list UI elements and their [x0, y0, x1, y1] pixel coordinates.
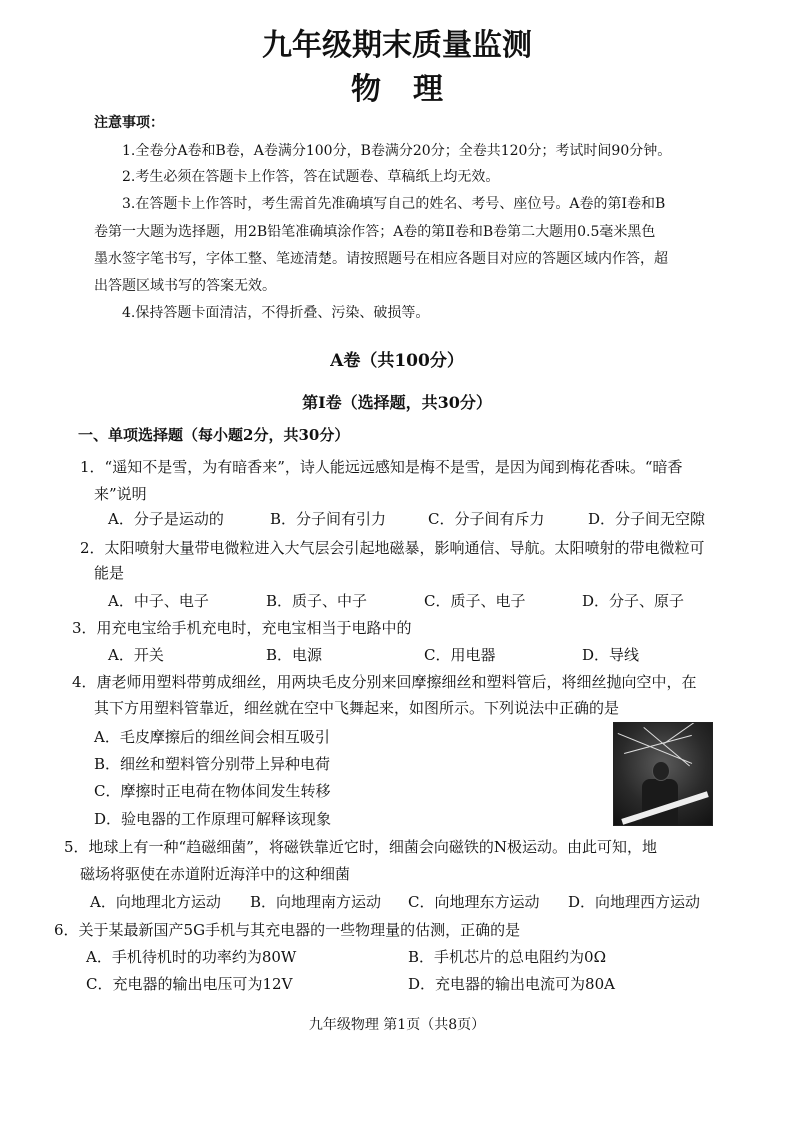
section-a-heading: A卷（共100分） [330, 351, 464, 371]
notes-heading: 注意事项： [94, 115, 164, 131]
notes-line: 3.在答题卡上作答时，考生需首先准确填写自己的姓名、考号、座位号。A卷的第Ⅰ卷和B [122, 196, 666, 212]
photo-figure-head [652, 761, 670, 781]
question-4-option-d[interactable]: D．验电器的工作原理可解释该现象 [94, 810, 332, 828]
question-4-stem: 其下方用塑料管靠近，细丝就在空中飞舞起来，如图所示。下列说法中正确的是 [94, 699, 620, 717]
notes-line: 2.考生必须在答题卡上作答，答在试题卷、草稿纸上均无效。 [122, 169, 500, 185]
question-5-option-d[interactable]: D．向地理西方运动 [568, 893, 701, 911]
question-2-stem: 2．太阳喷射大量带电微粒进入大气层会引起地磁暴，影响通信、导航。太阳喷射的带电微粒可 [80, 539, 705, 557]
question-3-stem: 3．用充电宝给手机充电时，充电宝相当于电路中的 [72, 619, 412, 637]
question-4-option-a[interactable]: A．毛皮摩擦后的细丝间会相互吸引 [94, 728, 330, 746]
notes-line: 卷第一大题为选择题，用2B铅笔准确填涂作答；A卷的第Ⅱ卷和B卷第二大题用0.5毫米黑色 [94, 224, 656, 240]
question-2-option-b[interactable]: B．质子、中子 [266, 592, 368, 610]
subject-title: 物理 [351, 72, 475, 107]
question-1-option-d[interactable]: D．分子间无空隙 [588, 510, 706, 528]
part-1-heading: 第Ⅰ卷（选择题，共30分） [302, 393, 492, 412]
question-6-option-c[interactable]: C．充电器的输出电压可为12V [86, 975, 293, 993]
question-1-option-c[interactable]: C．分子间有斥力 [428, 510, 545, 528]
question-1-option-b[interactable]: B．分子间有引力 [270, 510, 387, 528]
question-2-option-c[interactable]: C．质子、电子 [424, 592, 526, 610]
question-2-option-d[interactable]: D．分子、原子 [582, 592, 685, 610]
notes-line: 1.全卷分A卷和B卷，A卷满分100分，B卷满分20分；全卷共120分；考试时间90分钟。 [122, 143, 672, 159]
question-6-option-b[interactable]: B．手机芯片的总电阻约为0Ω [408, 948, 607, 966]
question-4-photo [613, 722, 713, 826]
question-3-option-c[interactable]: C．用电器 [424, 646, 496, 664]
notes-line: 墨水签字笔书写，字体工整、笔迹清楚。请按照题号在相应各题目对应的答题区域内作答，超 [94, 251, 668, 267]
question-4-stem: 4．唐老师用塑料带剪成细丝，用两块毛皮分别来回摩擦细丝和塑料管后，将细丝抛向空中，在 [72, 673, 697, 691]
question-5-stem: 5．地球上有一种“趋磁细菌”，将磁铁靠近它时，细菌会向磁铁的N极运动。由此可知，地 [64, 838, 658, 856]
notes-line: 出答题区域书写的答案无效。 [94, 278, 276, 294]
question-6-option-d[interactable]: D．充电器的输出电流可为80A [408, 975, 615, 993]
question-3-option-a[interactable]: A．开关 [108, 646, 164, 664]
question-2-option-a[interactable]: A．中子、电子 [108, 592, 209, 610]
question-1-option-a[interactable]: A．分子是运动的 [108, 510, 224, 528]
exam-title: 九年级期末质量监测 [262, 28, 532, 63]
notes-line: 4.保持答题卡面清洁，不得折叠、污染、破损等。 [122, 305, 430, 321]
page-footer: 九年级物理 第1页（共8页） [308, 1017, 486, 1033]
question-1-stem: 1．“遥知不是雪，为有暗香来”，诗人能远远感知是梅不是雪，是因为闻到梅花香味。“暗香 [80, 458, 683, 476]
question-5-option-a[interactable]: A．向地理北方运动 [90, 893, 221, 911]
question-3-option-d[interactable]: D．导线 [582, 646, 640, 664]
question-5-stem: 磁场将驱使在赤道附近海洋中的这种细菌 [80, 865, 351, 883]
question-type-heading: 一、单项选择题（每小题2分，共30分） [78, 426, 350, 444]
question-4-option-c[interactable]: C．摩擦时正电荷在物体间发生转移 [94, 782, 331, 800]
question-5-option-b[interactable]: B．向地理南方运动 [250, 893, 382, 911]
question-6-option-a[interactable]: A．手机待机时的功率约为80W [86, 948, 297, 966]
question-2-stem: 能是 [94, 564, 125, 582]
question-4-option-b[interactable]: B．细丝和塑料管分别带上异种电荷 [94, 755, 331, 773]
question-3-option-b[interactable]: B．电源 [266, 646, 323, 664]
question-5-option-c[interactable]: C．向地理东方运动 [408, 893, 540, 911]
question-6-stem: 6．关于某最新国产5G手机与其充电器的一些物理量的估测，正确的是 [54, 921, 521, 939]
question-1-stem: 来”说明 [94, 485, 147, 503]
